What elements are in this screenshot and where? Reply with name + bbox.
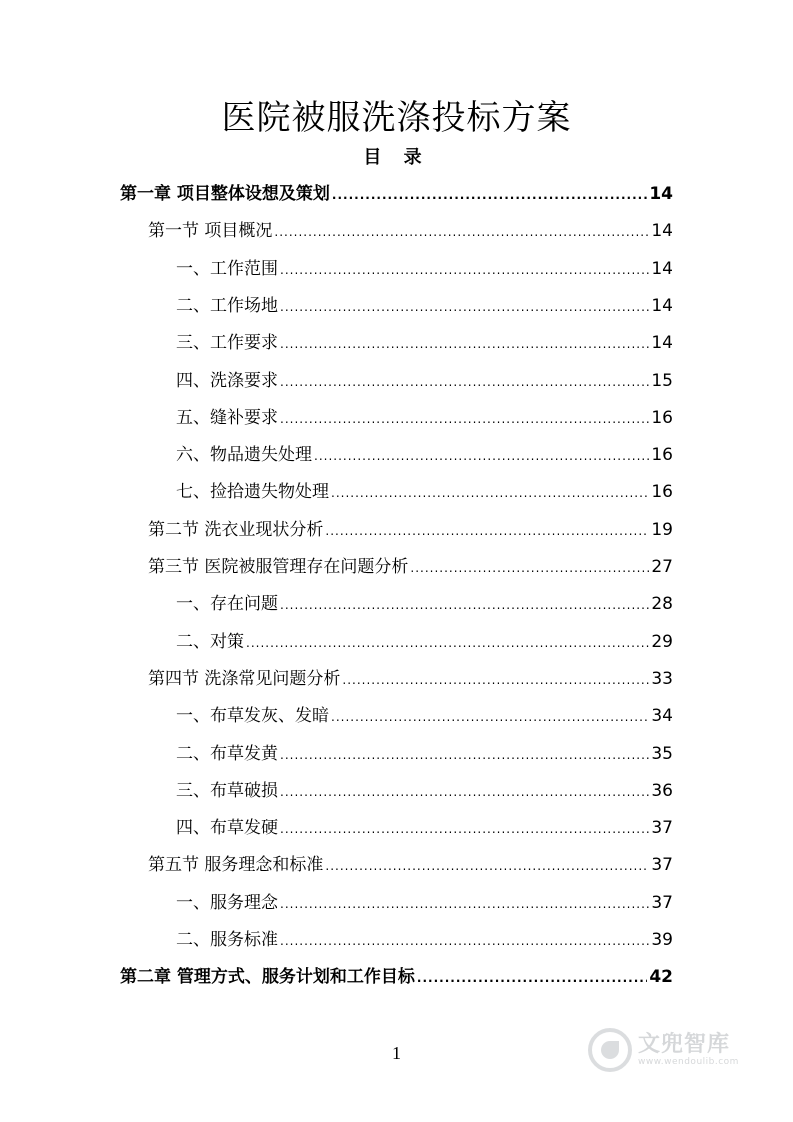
toc-section-entry[interactable] xyxy=(148,849,673,881)
toc-entry-page: 15 xyxy=(651,370,673,391)
toc-leader-dots xyxy=(342,664,649,696)
toc-entry-label: 三、工作要求 xyxy=(176,333,278,354)
toc-entry-page: 34 xyxy=(651,706,673,727)
watermark xyxy=(588,1022,758,1078)
toc-leader-dots xyxy=(280,776,649,808)
toc-subsection-entry[interactable] xyxy=(176,812,673,844)
toc-entry-label: 二、布草发黄 xyxy=(176,743,278,764)
toc-entry-page: 16 xyxy=(651,445,673,466)
toc-entry-label: 第五节 服务理念和标准 xyxy=(148,855,324,876)
toc-section-entry[interactable] xyxy=(148,215,673,247)
toc-entry-page: 14 xyxy=(651,221,673,242)
toc-leader-dots xyxy=(280,813,649,845)
toc-entry-page: 14 xyxy=(651,333,673,354)
toc-leader-dots xyxy=(246,627,649,659)
toc-entry-label: 一、布草发灰、发暗 xyxy=(176,706,329,727)
toc-section-entry[interactable] xyxy=(148,551,673,583)
toc-chapter-entry[interactable] xyxy=(120,178,673,210)
toc-subsection-entry[interactable] xyxy=(176,775,673,807)
document-title: 医院被服洗涤投标方案 xyxy=(221,98,572,138)
toc-subsection-entry[interactable] xyxy=(176,365,673,397)
toc-section-entry[interactable] xyxy=(148,514,673,546)
toc-leader-dots xyxy=(280,254,649,286)
toc-subsection-entry[interactable] xyxy=(176,700,673,732)
toc-entry-label: 二、对策 xyxy=(176,631,244,652)
toc-subsection-entry[interactable] xyxy=(176,290,673,322)
toc-leader-dots xyxy=(280,291,649,323)
toc-entry-label: 四、洗涤要求 xyxy=(176,370,278,391)
toc-entry-page: 29 xyxy=(651,631,673,652)
toc-entry-page: 33 xyxy=(651,668,673,689)
toc-leader-dots xyxy=(274,216,649,248)
toc-entry-label: 第二节 洗衣业现状分析 xyxy=(148,519,324,540)
toc-entry-label: 二、服务标准 xyxy=(176,930,278,950)
toc-entry-label: 一、服务理念 xyxy=(176,892,278,913)
toc-entry-label: 第二章 管理方式、服务计划和工作目标 xyxy=(120,967,415,988)
toc-subsection-entry[interactable] xyxy=(176,327,673,359)
toc-subsection-entry[interactable] xyxy=(176,439,673,471)
toc-entry-page: 16 xyxy=(651,482,673,503)
toc-entry-page: 14 xyxy=(651,295,673,316)
toc-entry-page: 37 xyxy=(651,892,673,913)
toc-entry-label: 六、物品遗失处理 xyxy=(176,445,312,466)
toc-entry-label: 二、工作场地 xyxy=(176,295,278,316)
toc-subsection-entry[interactable] xyxy=(176,588,673,620)
toc-subsection-entry[interactable] xyxy=(176,887,673,919)
toc-entry-page: 36 xyxy=(651,780,673,801)
toc-entry-page: 37 xyxy=(651,818,673,839)
toc-leader-dots xyxy=(280,739,649,771)
toc-leader-dots xyxy=(332,179,647,211)
toc-subsection-entry[interactable] xyxy=(176,402,673,434)
toc-chapter-entry[interactable] xyxy=(120,961,673,993)
toc-entry-label: 一、工作范围 xyxy=(176,258,278,279)
toc-leader-dots xyxy=(280,403,649,435)
toc-leader-dots xyxy=(417,962,647,994)
toc-leader-dots xyxy=(280,925,649,957)
toc-leader-dots xyxy=(314,440,649,472)
toc-entry-label: 第四节 洗涤常见问题分析 xyxy=(148,668,341,689)
toc-leader-dots xyxy=(280,589,649,621)
toc-leader-dots xyxy=(280,328,649,360)
toc-subsection-entry[interactable] xyxy=(176,924,673,956)
watermark-url: www.wendoulib.com xyxy=(638,1057,739,1067)
wendou-logo-icon xyxy=(588,1028,632,1072)
toc-leader-dots xyxy=(325,515,649,547)
toc-section-entry[interactable] xyxy=(148,663,673,695)
toc-entry-page: 37 xyxy=(651,855,673,876)
toc-leader-dots xyxy=(325,850,649,882)
toc-entry-label: 四、布草发硬 xyxy=(176,818,278,839)
toc-subsection-entry[interactable] xyxy=(176,253,673,285)
toc-leader-dots xyxy=(331,701,649,733)
toc-entry-label: 三、布草破损 xyxy=(176,780,278,801)
toc-entry-page: 14 xyxy=(649,184,673,204)
toc-entry-page: 35 xyxy=(651,743,673,764)
toc-entry-page: 14 xyxy=(651,258,673,279)
toc-entry-page: 28 xyxy=(651,594,673,615)
toc-entry-label: 一、存在问题 xyxy=(176,594,278,615)
page-number: 1 xyxy=(392,1043,401,1063)
toc-subsection-entry[interactable] xyxy=(176,626,673,658)
toc-entry-page: 27 xyxy=(651,557,673,577)
toc-entry-label: 第三节 医院被服管理存在问题分析 xyxy=(148,557,409,577)
toc-leader-dots xyxy=(410,552,649,584)
toc-entry-label: 第一节 项目概况 xyxy=(148,221,273,242)
toc-subsection-entry[interactable] xyxy=(176,738,673,770)
toc-leader-dots xyxy=(280,888,649,920)
toc-heading: 目 录 xyxy=(363,147,430,168)
toc-entry-page: 39 xyxy=(651,930,673,950)
watermark-name: 文兜智库 xyxy=(638,1032,731,1057)
toc-entry-page: 19 xyxy=(651,519,673,540)
toc-leader-dots xyxy=(331,477,649,509)
toc-leader-dots xyxy=(280,366,649,398)
toc-entry-page: 42 xyxy=(649,967,673,988)
toc-entry-label: 七、捡拾遗失物处理 xyxy=(176,482,329,503)
toc-entry-label: 第一章 项目整体设想及策划 xyxy=(120,184,330,204)
toc-entry-page: 16 xyxy=(651,407,673,428)
toc-entry-label: 五、缝补要求 xyxy=(176,407,278,428)
toc-subsection-entry[interactable] xyxy=(176,476,673,508)
